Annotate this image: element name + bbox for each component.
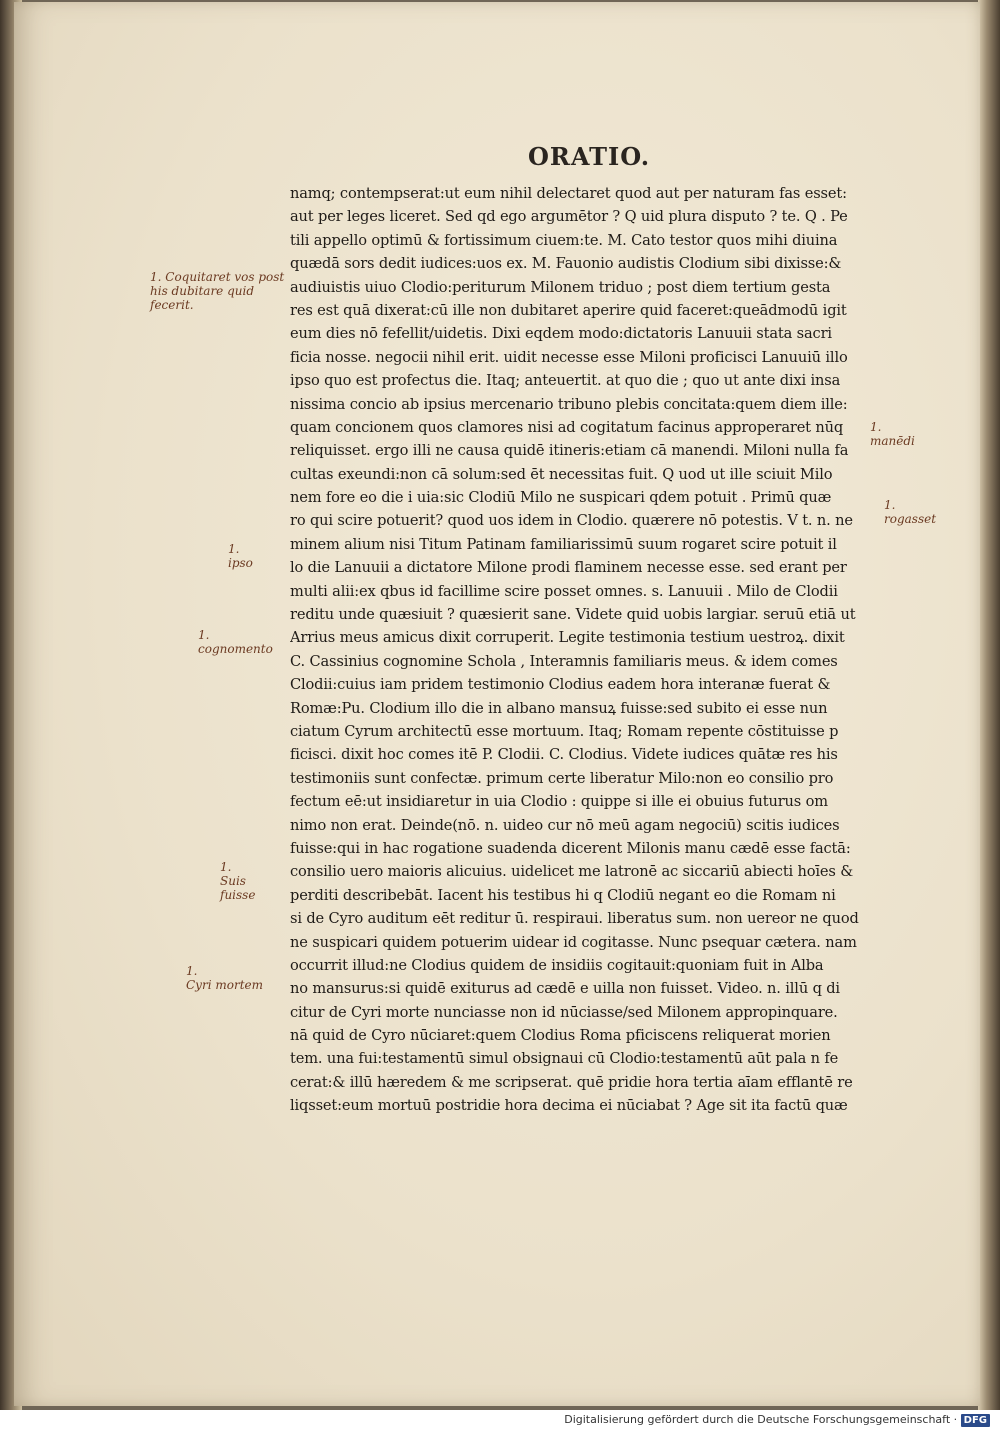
text-line: ne suspicari quidem potuerim uidear id cogitasse. Nunc psequar cætera. nam	[290, 933, 857, 951]
text-line: fuisse:qui in hac rogatione suadenda dicerent Milonis manu cædē esse factā:	[290, 839, 851, 857]
marginal-note-ipso: 1. ipso	[228, 542, 253, 570]
text-line: ipso quo est profectus die. Itaq; anteuertit. at quo die ; quo ut ante dixi insa	[290, 372, 841, 390]
marginal-note-suis-fuisse: 1. Suis fuisse	[220, 860, 256, 902]
marginal-note-cyri-mortem: 1. Cyri mortem	[186, 964, 263, 992]
text-line: eum dies nō fefellit/uidetis. Dixi eqdem modo:dictatoris Lanuuii stata sacri	[290, 325, 832, 343]
text-line: ciatum Cyrum architectū esse mortuum. Itaq; Romam repente cōstituisse p	[290, 722, 839, 740]
text-line: nā quid de Cyro nūciaret:quem Clodius Roma pficiscens reliquerat morien	[290, 1027, 831, 1045]
text-line: aut per leges liceret. Sed qd ego argumētor ? Q uid plura disputo ? te. Q . Pe	[290, 208, 848, 226]
text-line: quædā sors dedit iudices:uos ex. M. Fauonio audistis Clodium sibi dixisse:&	[290, 255, 842, 273]
text-line: nem fore eo die i uia:sic Clodiū Milo ne suspicari qdem potuit . Primū quæ	[290, 489, 832, 507]
text-line: tem. una fui:testamentū simul obsignaui cū Clodio:testamentū aūt pala n fe	[290, 1050, 839, 1068]
text-line: minem alium nisi Titum Patinam familiarissimū suum rogaret scire potuit il	[290, 535, 837, 553]
text-line: fectum eē:ut insidiaretur in uia Clodio : quippe si ille ei obuius futurus om	[290, 793, 828, 811]
manuscript-page	[14, 2, 980, 1406]
footer-bar	[0, 1410, 1000, 1430]
dfg-logo: DFG	[961, 1414, 990, 1427]
marginal-note-coquitaret: 1. Coquitaret vos post his dubitare quid fecerit.	[150, 270, 285, 312]
text-line: consilio uero maioris alicuius. uidelicet me latronē ac siccariū abiecti hoīes &	[290, 863, 854, 881]
running-head: ORATIO.	[528, 142, 651, 171]
text-line: res est quā dixerat:cū ille non dubitaret aperire quid faceret:queādmodū igit	[290, 301, 847, 319]
text-line: cultas exeundi:non cā solum:sed ēt necessitas fuit. Q uod ut ille sciuit Milo	[290, 465, 833, 483]
text-line: quam concionem quos clamores nisi ad cogitatum facinus approperaret nūq	[290, 418, 844, 436]
text-line: liqsset:eum mortuū postridie hora decima ei nūciabat ? Age sit ita factū quæ	[290, 1097, 848, 1115]
text-line: audiuistis uiuo Clodio:periturum Milonem triduo ; post diem tertium gesta	[290, 278, 831, 296]
footer-text: Digitalisierung gefördert durch die Deutsche Forschungsgemeinschaft ·	[564, 1413, 958, 1426]
text-line: ro qui scire potuerit? quod uos idem in Clodio. quærere nō potestis. V t. n. ne	[290, 512, 853, 530]
text-line: perditi describebāt. Iacent his testibus hi q Clodiū negant eo die Romam ni	[290, 886, 836, 904]
text-line: ficia nosse. negocii nihil erit. uidit necesse esse Miloni proficisci Lanuuiū illo	[290, 348, 848, 366]
text-line: lo die Lanuuii a dictatore Milone prodi flaminem necesse esse. sed erant per	[290, 559, 847, 577]
footer-credit	[564, 1413, 1000, 1426]
text-line: citur de Cyri morte nunciasse non id nūciasse/sed Milonem appropinquare.	[290, 1003, 838, 1021]
text-line: occurrit illud:ne Clodius quidem de insidiis cogitauit:quoniam fuit in Alba	[290, 956, 824, 974]
marginal-note-cognomento: 1. cognomento	[198, 628, 273, 656]
text-line: Arrius meus amicus dixit corruperit. Legite testimonia testium uestroꝝ. dixit	[290, 629, 845, 647]
text-line: si de Cyro auditum eēt reditur ū. respiraui. liberatus sum. non uereor ne quod	[290, 910, 859, 928]
text-line: Clodii:cuius iam pridem testimonio Clodius eadem hora interanæ fuerat &	[290, 676, 831, 694]
text-line: tili appello optimū & fortissimum ciuem:te. M. Cato testor quos mihi diuina	[290, 231, 838, 249]
text-line: namq; contempserat:ut eum nihil delectaret quod aut per naturam fas esset:	[290, 185, 847, 202]
text-line: multi alii:ex qbus id facillime scire posset omnes. s. Lanuuii . Milo de Clodii	[290, 582, 838, 600]
text-line: testimoniis sunt confectæ. primum certe liberatur Milo:non eo consilio pro	[290, 769, 834, 787]
text-line: reditu unde quæsiuit ? quæsierit sane. Videte quid uobis largiar. seruū etiā ut	[290, 606, 856, 624]
text-line: nissima concio ab ipsius mercenario tribuno plebis concitata:quem diem ille:	[290, 395, 848, 413]
marginal-note-manendi: 1. manēdi	[870, 420, 915, 448]
text-line: cerat:& illū hæredem & me scripserat. quē pridie hora tertia aīam efflantē re	[290, 1073, 853, 1091]
book-edge-right	[978, 0, 1000, 1410]
text-line: Romæ:Pu. Clodium illo die in albano mansuꝝ fuisse:sed subito ei esse nun	[290, 699, 828, 717]
marginal-note-rogasset: 1. rogasset	[884, 498, 937, 526]
text-line: nimo non erat. Deinde(nō. n. uideo cur nō meū agam negociū) scitis iudices	[290, 816, 840, 834]
text-block	[290, 182, 874, 1118]
text-line: ficisci. dixit hoc comes itē P. Clodii. C. Clodius. Videte iudices quātæ res his	[290, 746, 838, 764]
text-line: no mansurus:si quidē exiturus ad cædē e uilla non fuisset. Video. n. illū q di	[290, 980, 840, 998]
text-line: C. Cassinius cognomine Schola , Interamnis familiaris meus. & idem comes	[290, 652, 838, 670]
text-line: reliquisset. ergo illi ne causa quidē itineris:etiam cā manendi. Miloni nulla fa	[290, 442, 849, 460]
